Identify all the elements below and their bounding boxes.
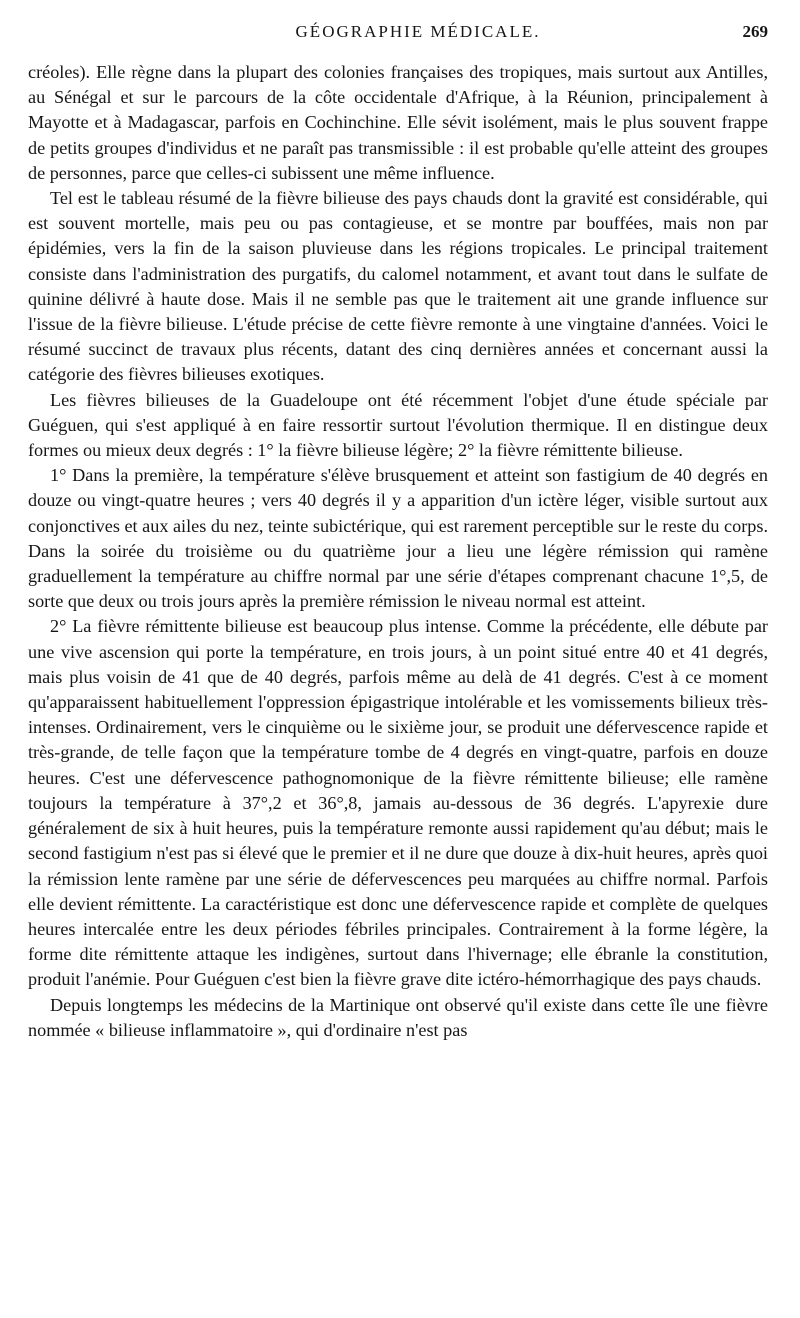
paragraph-3: Les fièvres bilieuses de la Guadeloupe ont été récemment l'objet d'une étude spéciale par Guéguen, qui s'est appliqué à en faire ressortir surtout l'évolution thermique. Il en distingue deux formes ou mieux deux degrés : 1° la fièvre bilieuse légère; 2° la fièvre rémittente bilieuse. [28, 389, 768, 461]
paragraph-5: 2° La fièvre rémittente bilieuse est beaucoup plus intense. Comme la précédente, elle débute par une vive ascension qui porte la température, en trois jours, à un point situé entre 40 et 41 degrés, mais plus voisin de 41 que de 40 degrés, parfois même au delà de 41 degrés. C'est à ce moment qu'apparaissent habituellement l'oppression épigastrique intolérable et les vomissements bilieux très-intenses. Ordinairement, vers le cinquième ou le sixième jour, se produit une défervescence rapide et très-grande, de telle façon que la température tombe de 4 degrés en vingt-quatre, parfois en douze heures. C'est une défervescence pathognomonique de la fièvre rémittente bilieuse; elle ramène toujours la température à 37°,2 et 36°,8, jamais au-dessous de 36 degrés. L'apyrexie dure généralement de six à huit heures, puis la température remonte aussi rapidement qu'au début; mais le second fastigium n'est pas si élevé que le premier et il ne dure que douze à dix-huit heures, après quoi la rémission lente ramène par une série de défervescences peu marquées au chiffre normal. Parfois elle devient rémittente. La caractéristique est donc une défervescence rapide et complète de quelques heures intercalée entre les deux périodes fébriles principales. Contrairement à la forme légère, la forme dite rémittente attaque les indigènes, surtout dans l'hivernage; elle ébranle la constitution, produit l'anémie. Pour Guéguen c'est bien la fièvre grave dite ictéro-hémorrhagique des pays chauds. [28, 616, 768, 990]
page-number: 269 [742, 22, 768, 41]
paragraph-6: Depuis longtemps les médecins de la Martinique ont observé qu'il existe dans cette île une fièvre nommée « bilieuse inflammatoire », qui d'ordinaire n'est pas [28, 994, 768, 1040]
page-header [28, 22, 768, 60]
body-text [28, 60, 768, 1043]
running-head: GÉOGRAPHIE MÉDICALE. [295, 22, 541, 41]
page [28, 22, 768, 1043]
paragraph-4: 1° Dans la première, la température s'élève brusquement et atteint son fastigium de 40 degrés en douze ou vingt-quatre heures ; vers 40 degrés il y a apparition d'un ictère léger, visible surtout aux conjonctives et aux ailes du nez, teinte subictérique, qui est rarement perceptible sur le reste du corps. Dans la soirée du troisième ou du quatrième jour a lieu une légère rémission qui ramène graduellement la température au chiffre normal par une série d'étapes comprenant chacune 1°,5, de sorte que deux ou trois jours après la première rémission le niveau normal est atteint. [28, 465, 768, 612]
paragraph-1: créoles). Elle règne dans la plupart des colonies françaises des tropiques, mais surtout aux Antilles, au Sénégal et sur le parcours de la côte occidentale d'Afrique, à la Réunion, principalement à Mayotte et à Madagascar, parfois en Cochinchine. Elle sévit isolément, mais le plus souvent frappe de petits groupes d'individus et ne paraît pas transmissible : il est probable qu'elle atteint des groupes de personnes, parce que celles-ci subissent une même influence. [28, 62, 768, 183]
paragraph-2: Tel est le tableau résumé de la fièvre bilieuse des pays chauds dont la gravité est considérable, qui est souvent mortelle, mais peu ou pas contagieuse, et se montre par bouffées, mais non par épidémies, vers la fin de la saison pluvieuse dans les régions tropicales. Le principal traitement consiste dans l'administration des purgatifs, du calomel notamment, et avant tout dans le sulfate de quinine délivré à haute dose. Mais il ne semble pas que le traitement ait une grande influence sur l'issue de la fièvre bilieuse. L'étude précise de cette fièvre remonte à une vingtaine d'années. Voici le résumé succinct de travaux plus récents, datant des cinq dernières années et concernant aussi la catégorie des fièvres bilieuses exotiques. [28, 188, 768, 385]
